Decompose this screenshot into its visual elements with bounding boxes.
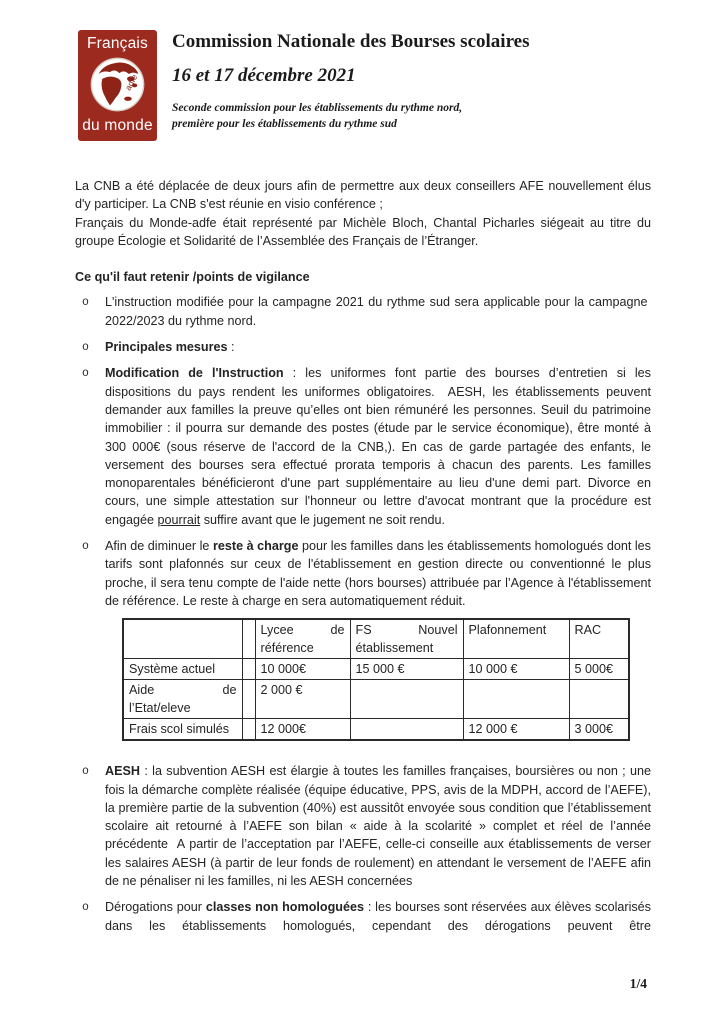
text-segment: : la subvention AESH est élargie à toutes les familles françaises, boursières ou non ; une fois la démarche complète réalisée (équipe éducative, PPS, avis de la MDPH, accord de l’AEFE), la première partie de la subvention (40%) est aussitôt envoyée sous condition que l’établissement scolaire ait retourné à l’AEFE son bilan « aide à la scolarité » complet et réel de l’année précédente A partir de l’acceptation par l’AEFE, celle-ci conseille aux établissements de verser les salaires AESH (à partir de leur fonds de roulement) en attendant le versement de l’AEFE afin de ne pénaliser ni les familles, ni les AESH concernées bbox=[105, 764, 651, 889]
table-row bbox=[123, 719, 629, 741]
table-row bbox=[123, 659, 629, 680]
text-segment: Modification de l'Instruction bbox=[105, 366, 284, 381]
francais-du-monde-logo bbox=[78, 30, 157, 141]
text-segment: Afin de diminuer le bbox=[105, 539, 213, 554]
subtitle-line1: Seconde commission pour les établissements du rythme nord, bbox=[172, 101, 463, 114]
document-title: Commission Nationale des Bourses scolaires bbox=[172, 31, 530, 52]
text-segment: pour les familles dans les établissements homologués dont les tarifs sont plafonnés sur ceux de l'établissement en gestion directe ou conventionné le plus proche, il sera tenu compte de l'aide nette (hors bourses) attribuée par l’Agence à l'établissement de référence. Le reste à charge en sera automatiquement réduit. bbox=[105, 539, 651, 608]
globe-icon bbox=[89, 56, 146, 113]
table-cell bbox=[350, 680, 463, 719]
table-cell bbox=[569, 680, 629, 719]
bullet-list-2 bbox=[75, 762, 651, 935]
table-header-cell bbox=[242, 619, 255, 659]
list-item-text bbox=[105, 900, 651, 932]
table-cell: Système actuel bbox=[123, 659, 242, 680]
text-segment: Dérogations pour bbox=[105, 900, 206, 915]
table-cell bbox=[242, 680, 255, 719]
bullet-marker: o bbox=[82, 341, 89, 355]
text-segment: Principales mesures bbox=[105, 340, 228, 355]
bullet-marker: o bbox=[82, 540, 89, 554]
table-header-row bbox=[123, 619, 629, 659]
table-header-cell bbox=[123, 619, 242, 659]
bullet-marker: o bbox=[82, 901, 89, 915]
list-item-text bbox=[105, 295, 651, 327]
list-item bbox=[75, 338, 651, 356]
table-header-cell: FS Nouvel établissement bbox=[350, 619, 463, 659]
table-cell bbox=[350, 719, 463, 741]
table-header-cell: RAC bbox=[569, 619, 629, 659]
bullet-marker: o bbox=[82, 765, 89, 779]
table-cell: 12 000 € bbox=[463, 719, 569, 741]
comparison-table bbox=[122, 618, 630, 741]
table-cell bbox=[463, 680, 569, 719]
text-segment: classes non homologuées bbox=[205, 900, 364, 915]
table-header-cell: Lycee de référence bbox=[255, 619, 350, 659]
list-item bbox=[75, 762, 651, 890]
document-header bbox=[172, 32, 662, 132]
list-item bbox=[75, 293, 651, 330]
table-cell: 12 000€ bbox=[255, 719, 350, 741]
text-segment: AESH bbox=[105, 764, 140, 779]
text-segment: : les bourses sont réservées aux élèves scolarisés dans les établissements homologués, cependant des dérogations peuvent être bbox=[105, 900, 651, 933]
logo-badge-text: adfe bbox=[122, 72, 140, 93]
table-cell bbox=[242, 659, 255, 680]
table-cell: 15 000 € bbox=[350, 659, 463, 680]
text-segment: : bbox=[227, 340, 235, 355]
list-item bbox=[75, 364, 651, 529]
bullet-marker: o bbox=[82, 296, 89, 310]
table-cell: 10 000 € bbox=[463, 659, 569, 680]
document-date: 16 et 17 décembre 2021 bbox=[172, 64, 356, 86]
list-item-text bbox=[105, 539, 651, 608]
table-cell: 10 000€ bbox=[255, 659, 350, 680]
list-item bbox=[75, 898, 651, 935]
logo-line2: du monde bbox=[82, 116, 153, 134]
text-segment: pourrait bbox=[157, 512, 201, 527]
text-segment: : les uniformes font partie des bourses d’entretien si les dispositions du pays rendent les uniformes obligatoires. AESH, les établissements peuvent demander aux familles la preuve qu’elles ont bien rémunéré les personnes. Seuil du patrimoine immobilier : il pourra sur demande des postes (étude par le service économique), être monté à 300 000€ (sous réserve de l'accord de la CNB,). En cas de garde partagée des enfants, le versement des bourses sera effectué prorata temporis à chacun des parents. Les familles monoparentales bénéficieront d'une part supplémentaire au lieu d'une demi part. Divorce en cours, une simple attestation sur l'honneur ou lettre d'avocat montrant que la procédure est engagée bbox=[105, 366, 651, 527]
page-number: 1/4 bbox=[629, 976, 647, 991]
intro-paragraph-2: Français du Monde-adfe était représenté par Michèle Bloch, Chantal Picharles siégeait au titre du groupe Écologie et Solidarité de l’Assemblée des Français de l’Étranger. bbox=[75, 215, 651, 248]
list-item-text bbox=[105, 366, 651, 526]
list-item-text bbox=[105, 764, 651, 888]
bullet-list-1 bbox=[75, 293, 651, 610]
table-cell: 3 000€ bbox=[569, 719, 629, 741]
list-item bbox=[75, 537, 651, 610]
bullet-marker: o bbox=[82, 367, 89, 381]
table-header-cell: Plafonnement bbox=[463, 619, 569, 659]
document-subtitle bbox=[172, 100, 662, 132]
text-segment: L'instruction modifiée pour la campagne 2021 du rythme sud sera applicable pour la campagne 2022/2023 du rythme nord. bbox=[105, 295, 651, 328]
table-cell bbox=[242, 719, 255, 741]
table-cell: Frais scol simulés bbox=[123, 719, 242, 741]
list-item-text bbox=[105, 340, 235, 354]
subtitle-line2: première pour les établissements du rythme sud bbox=[172, 117, 397, 130]
table-cell: Aide de l’Etat/eleve bbox=[123, 680, 242, 719]
text-segment: reste à charge bbox=[212, 539, 299, 554]
section-heading: Ce qu'il faut retenir /points de vigilance bbox=[75, 270, 310, 285]
document-body bbox=[75, 177, 651, 943]
table-cell: 2 000 € bbox=[255, 680, 350, 719]
text-segment: suffire avant que le jugement ne soit rendu. bbox=[200, 512, 446, 527]
logo-line1: Français bbox=[86, 35, 149, 52]
intro-paragraph-1: La CNB a été déplacée de deux jours afin de permettre aux deux conseillers AFE nouvellement élus d'y participer. La CNB s'est réunie en visio conférence ; bbox=[75, 179, 651, 212]
table-cell: 5 000€ bbox=[569, 659, 629, 680]
table-row bbox=[123, 680, 629, 719]
